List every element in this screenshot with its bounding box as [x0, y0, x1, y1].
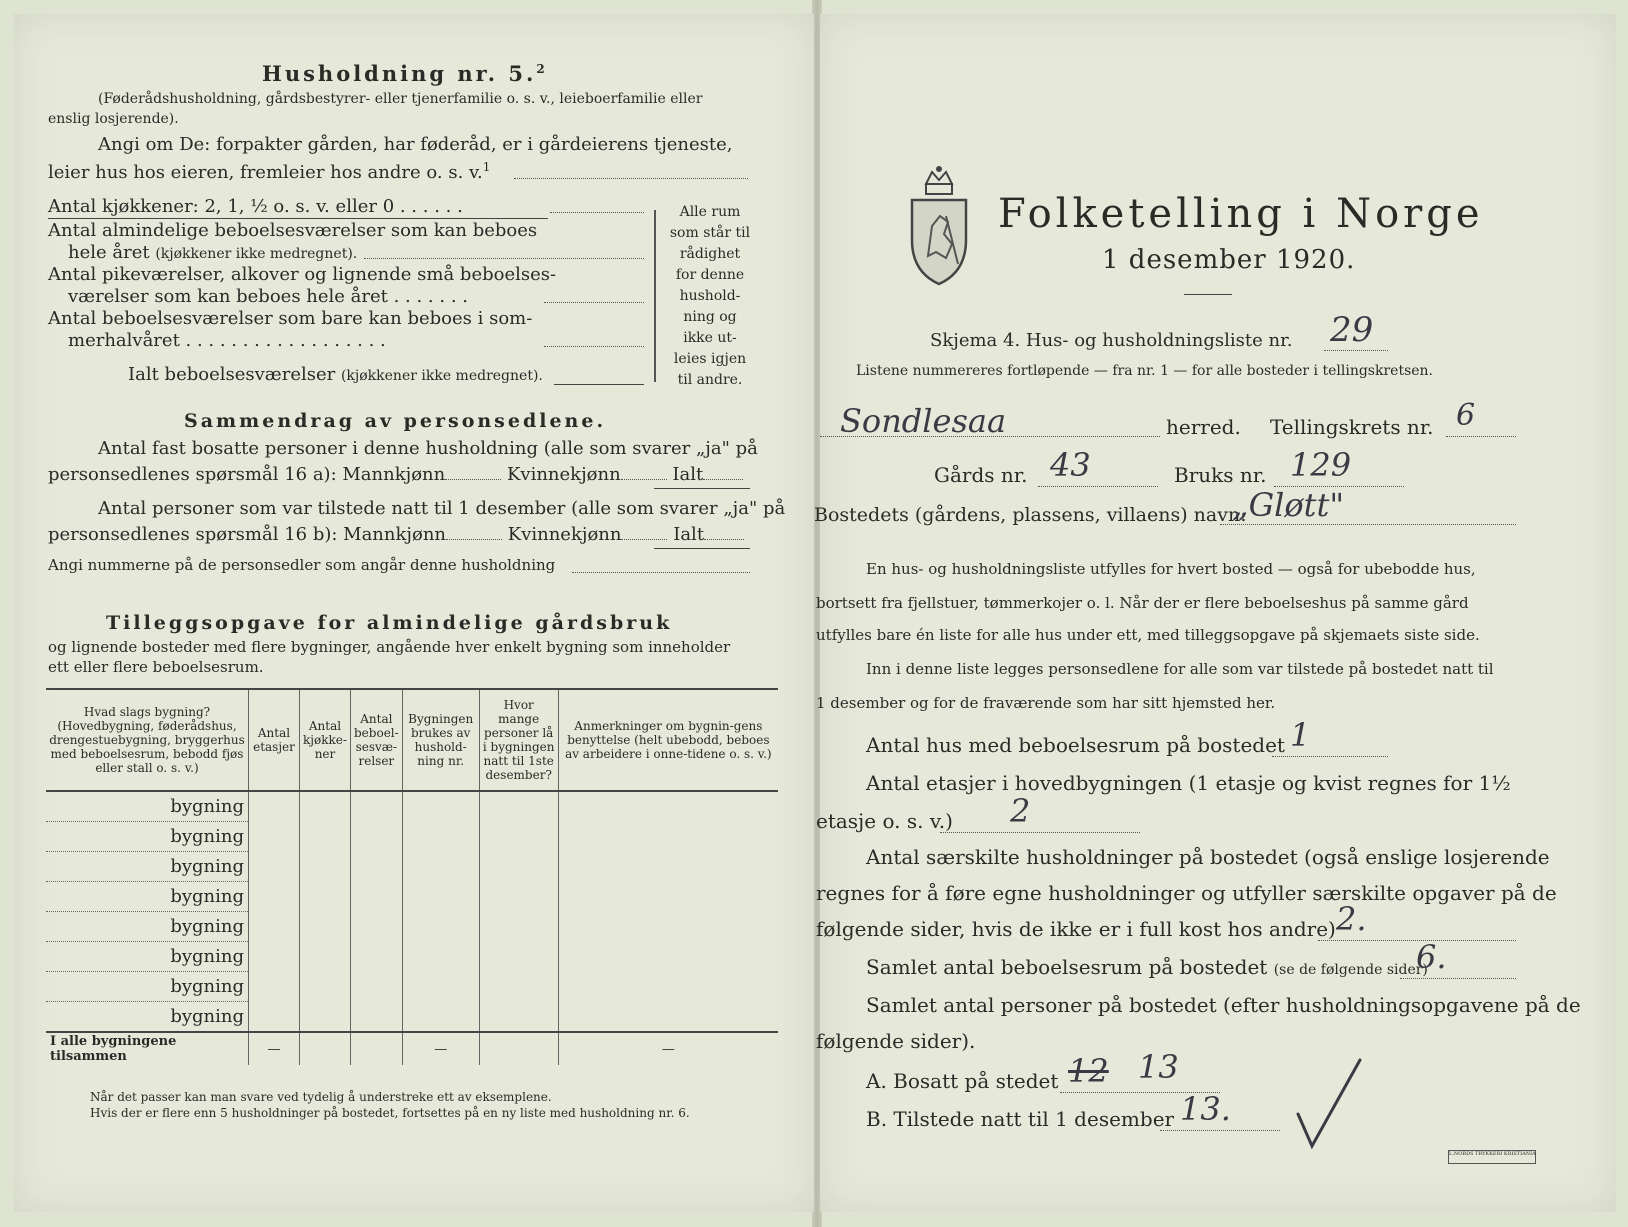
- summary-title: Sammendrag av personsedlene.: [184, 410, 607, 432]
- table-row: bygning: [46, 972, 778, 1002]
- right-page: [814, 14, 1616, 1212]
- gards-label: Gårds nr.: [934, 463, 1028, 487]
- summary-line-1b: personsedlenes spørsmål 16 a): Mannkjønn Kvinnekjønn Ialt: [48, 464, 743, 486]
- tellingskrets-line: [1446, 436, 1516, 437]
- q-present-label: B. Tilstede natt til 1 desember: [866, 1107, 1175, 1131]
- col-header-building-type: Hvad slags bygning? (Hovedbygning, føderådshus, drengestuebygning, bryggerhus med beboelsesrum, bebodd fjøs eller stall o. s. v.): [46, 689, 249, 791]
- addendum-line-2: ett eller flere beboelsesrum.: [48, 658, 264, 676]
- rooms-answer-line-3: [544, 346, 644, 347]
- table-row: bygning: [46, 822, 778, 852]
- para-1-line-2: bortsett fra fjellstuer, tømmerkojer o. l. Når der er flere beboelseshus på samme gård: [816, 594, 1469, 612]
- bracket-line: [654, 210, 656, 382]
- main-title: Folketelling i Norge: [998, 191, 1484, 237]
- q-rooms-value: 6.: [1416, 938, 1447, 976]
- footnote-2: Hvis der er flere enn 5 husholdninger på bostedet, fortsettes på en ny liste med husholdning nr. 6.: [90, 1106, 690, 1120]
- table-row: bygning: [46, 882, 778, 912]
- bruks-label: Bruks nr.: [1174, 463, 1267, 487]
- q-households-1: Antal særskilte husholdninger på bostedet (også enslige losjerende: [866, 845, 1550, 869]
- skjema-label: Skjema 4. Hus- og husholdningsliste nr.: [930, 330, 1293, 351]
- q-rooms: Samlet antal beboelsesrum på bostedet (se de følgende sider): [866, 955, 1428, 979]
- q-floors-1: Antal etasjer i hovedbygningen (1 etasje og kvist regnes for 1½: [866, 771, 1511, 795]
- q-floors-line: [940, 832, 1140, 833]
- col-header-remarks: Anmerkninger om bygnin-gens benyttelse (helt ubebodd, beboes av arbeidere i onne-tidene o. s. v.): [558, 689, 778, 791]
- household-title: Husholdning nr. 5.$^2$: [262, 61, 548, 86]
- q-persons-1: Samlet antal personer på bostedet (efter husholdningsopgavene på de: [866, 993, 1581, 1017]
- household-subtitle-2: enslig losjerende).: [48, 111, 179, 127]
- kitchens-underline: [48, 218, 548, 219]
- col-header-kitchens: Antal kjøkke-ner: [300, 689, 351, 791]
- coat-of-arms-icon: [906, 160, 972, 288]
- census-date: 1 desember 1920.: [1102, 245, 1356, 275]
- rooms-question-1b: hele året (kjøkkener ikke medregnet).: [68, 242, 358, 263]
- para-1-line-3: utfylles bare én liste for alle hus under ett, med tilleggsopgave på skjemaets siste side.: [816, 626, 1480, 644]
- title-divider: [1184, 294, 1232, 295]
- table-row: bygning: [46, 1002, 778, 1033]
- household-subtitle: (Føderådshusholdning, gårdsbestyrer- eller tjenerfamilie o. s. v., leieboerfamilie eller: [98, 91, 703, 107]
- herred-value: Sondlesaa: [840, 402, 1007, 440]
- skjema-line: [1324, 350, 1388, 351]
- q-present-value: 13.: [1180, 1090, 1231, 1128]
- para-2-line-2: 1 desember og for de fraværende som har sitt hjemsted her.: [816, 694, 1276, 712]
- q-houses: Antal hus med beboelsesrum på bostedet: [866, 733, 1285, 757]
- rooms-question-1a: Antal almindelige beboelsesværelser som kan beboes: [48, 220, 538, 241]
- rooms-question-3b: merhalvåret . . . . . . . . . . . . . . . . . .: [68, 330, 386, 351]
- q-households-2: regnes for å føre egne husholdninger og utfyller særskilte opgaver på de: [816, 881, 1557, 905]
- angi-line-2: leier hus hos eieren, fremleier hos andre o. s. v.$^1$: [48, 160, 491, 183]
- para-1-line-1: En hus- og husholdningsliste utfylles for hvert bosted — også for ubebodde hus,: [866, 560, 1476, 578]
- table-row: bygning: [46, 912, 778, 942]
- kitchens-question: Antal kjøkkener: 2, 1, ½ o. s. v. eller 0 . . . . . .: [48, 196, 463, 217]
- rooms-question-2b: værelser som kan beboes hele året . . . . . . .: [68, 286, 468, 307]
- q-households-value: 2.: [1336, 900, 1367, 938]
- q-resident-label: A. Bosatt på stedet: [866, 1069, 1059, 1093]
- checkmark-icon: [1290, 1054, 1370, 1154]
- rooms-answer-line-1: [364, 258, 644, 259]
- summary-ialt-line-1: [654, 488, 750, 489]
- angi-line-1: Angi om De: forpakter gården, har føderåd, er i gårdeierens tjeneste,: [98, 134, 733, 155]
- ialt-rooms: Ialt beboelsesværelser (kjøkkener ikke medregnet).: [128, 364, 543, 385]
- q-resident-struck-value: 12: [1068, 1052, 1109, 1090]
- table-row: bygning: [46, 791, 778, 822]
- tellingskrets-value: 6: [1456, 398, 1476, 433]
- q-present-line: [1160, 1130, 1280, 1131]
- rooms-answer-line-2: [544, 302, 644, 303]
- list-number-value: 29: [1330, 310, 1374, 350]
- q-resident-value: 13: [1138, 1048, 1179, 1086]
- footnote-1: Når det passer kan man svare ved tydelig å understreke ett av eksemplene.: [90, 1090, 552, 1104]
- gards-value: 43: [1050, 446, 1091, 484]
- herred-label: herred.: [1166, 415, 1241, 439]
- col-header-persons: Hvor mange personer lå i bygningen natt til 1ste desember?: [479, 689, 558, 791]
- q-houses-line: [1272, 756, 1388, 757]
- table-row: bygning: [46, 852, 778, 882]
- table-header-row: [46, 689, 778, 791]
- q-houses-value: 1: [1290, 716, 1311, 754]
- angi-answer-line: [514, 178, 748, 179]
- building-table: [46, 688, 778, 1065]
- gards-line: [1038, 486, 1158, 487]
- col-header-floors: Antal etasjer: [249, 689, 300, 791]
- ialt-answer-line: [554, 384, 644, 385]
- angi-nummerne-line: [572, 572, 750, 573]
- rooms-question-2a: Antal pikeværelser, alkover og lignende små beboelses-: [48, 264, 557, 285]
- q-persons-2: følgende sider).: [816, 1029, 976, 1053]
- q-rooms-line: [1400, 978, 1516, 979]
- q-households-3: følgende sider, hvis de ikke er i full kost hos andre): [816, 917, 1336, 941]
- summary-ialt-line-2: [654, 548, 750, 549]
- col-header-household-nr: Bygningen brukes av hushold-ning nr.: [402, 689, 479, 791]
- listene-note: Listene nummereres fortløpende — fra nr. 1 — for alle bosteder i tellingskretsen.: [856, 363, 1434, 379]
- summary-line-1a: Antal fast bosatte personer i denne husholdning (alle som svarer „ja" på: [98, 438, 758, 459]
- bostedet-value: „Gløtt": [1232, 486, 1345, 524]
- tellingskrets-label: Tellingskrets nr.: [1270, 415, 1434, 439]
- col-header-rooms: Antal beboel-sesvæ-relser: [351, 689, 403, 791]
- addendum-title: Tilleggsopgave for almindelige gårdsbruk: [106, 612, 673, 634]
- table-row: bygning: [46, 942, 778, 972]
- addendum-line-1: og lignende bosteder med flere bygninger, angående hver enkelt bygning som inneholder: [48, 638, 731, 656]
- rooms-question-3a: Antal beboelsesværelser som bare kan beboes i som-: [48, 308, 533, 329]
- q-floors-2: etasje o. s. v.): [816, 809, 953, 833]
- left-page: [14, 14, 814, 1212]
- summary-line-2a: Antal personer som var tilstede natt til 1 desember (alle som svarer „ja" på: [98, 498, 786, 519]
- bracket-note: Alle rum som står til rådighet for denne hushold- ning og ikke ut- leies igjen til andre.: [669, 204, 751, 388]
- bostedet-line: [1220, 524, 1516, 525]
- para-2-line-1: Inn i denne liste legges personsedlene for alle som var tilstede på bostedet natt til: [866, 660, 1494, 678]
- bostedet-label: Bostedets (gårdens, plassens, villaens) navn:: [814, 504, 1247, 526]
- kitchens-answer-line: [550, 212, 644, 213]
- total-label: I alle bygningene tilsammen: [46, 1032, 249, 1065]
- summary-line-2b: personsedlenes spørsmål 16 b): Mannkjønn Kvinnekjønn Ialt: [48, 524, 744, 546]
- bruks-value: 129: [1290, 446, 1352, 484]
- table-total-row: I alle bygningene tilsammen — — —: [46, 1032, 778, 1065]
- printer-stamp: L.NORDS TRYKKERI KRISTIANIA: [1448, 1150, 1536, 1164]
- q-floors-value: 2: [1010, 792, 1031, 830]
- angi-nummerne: Angi nummerne på de personsedler som angår denne husholdning: [48, 556, 556, 574]
